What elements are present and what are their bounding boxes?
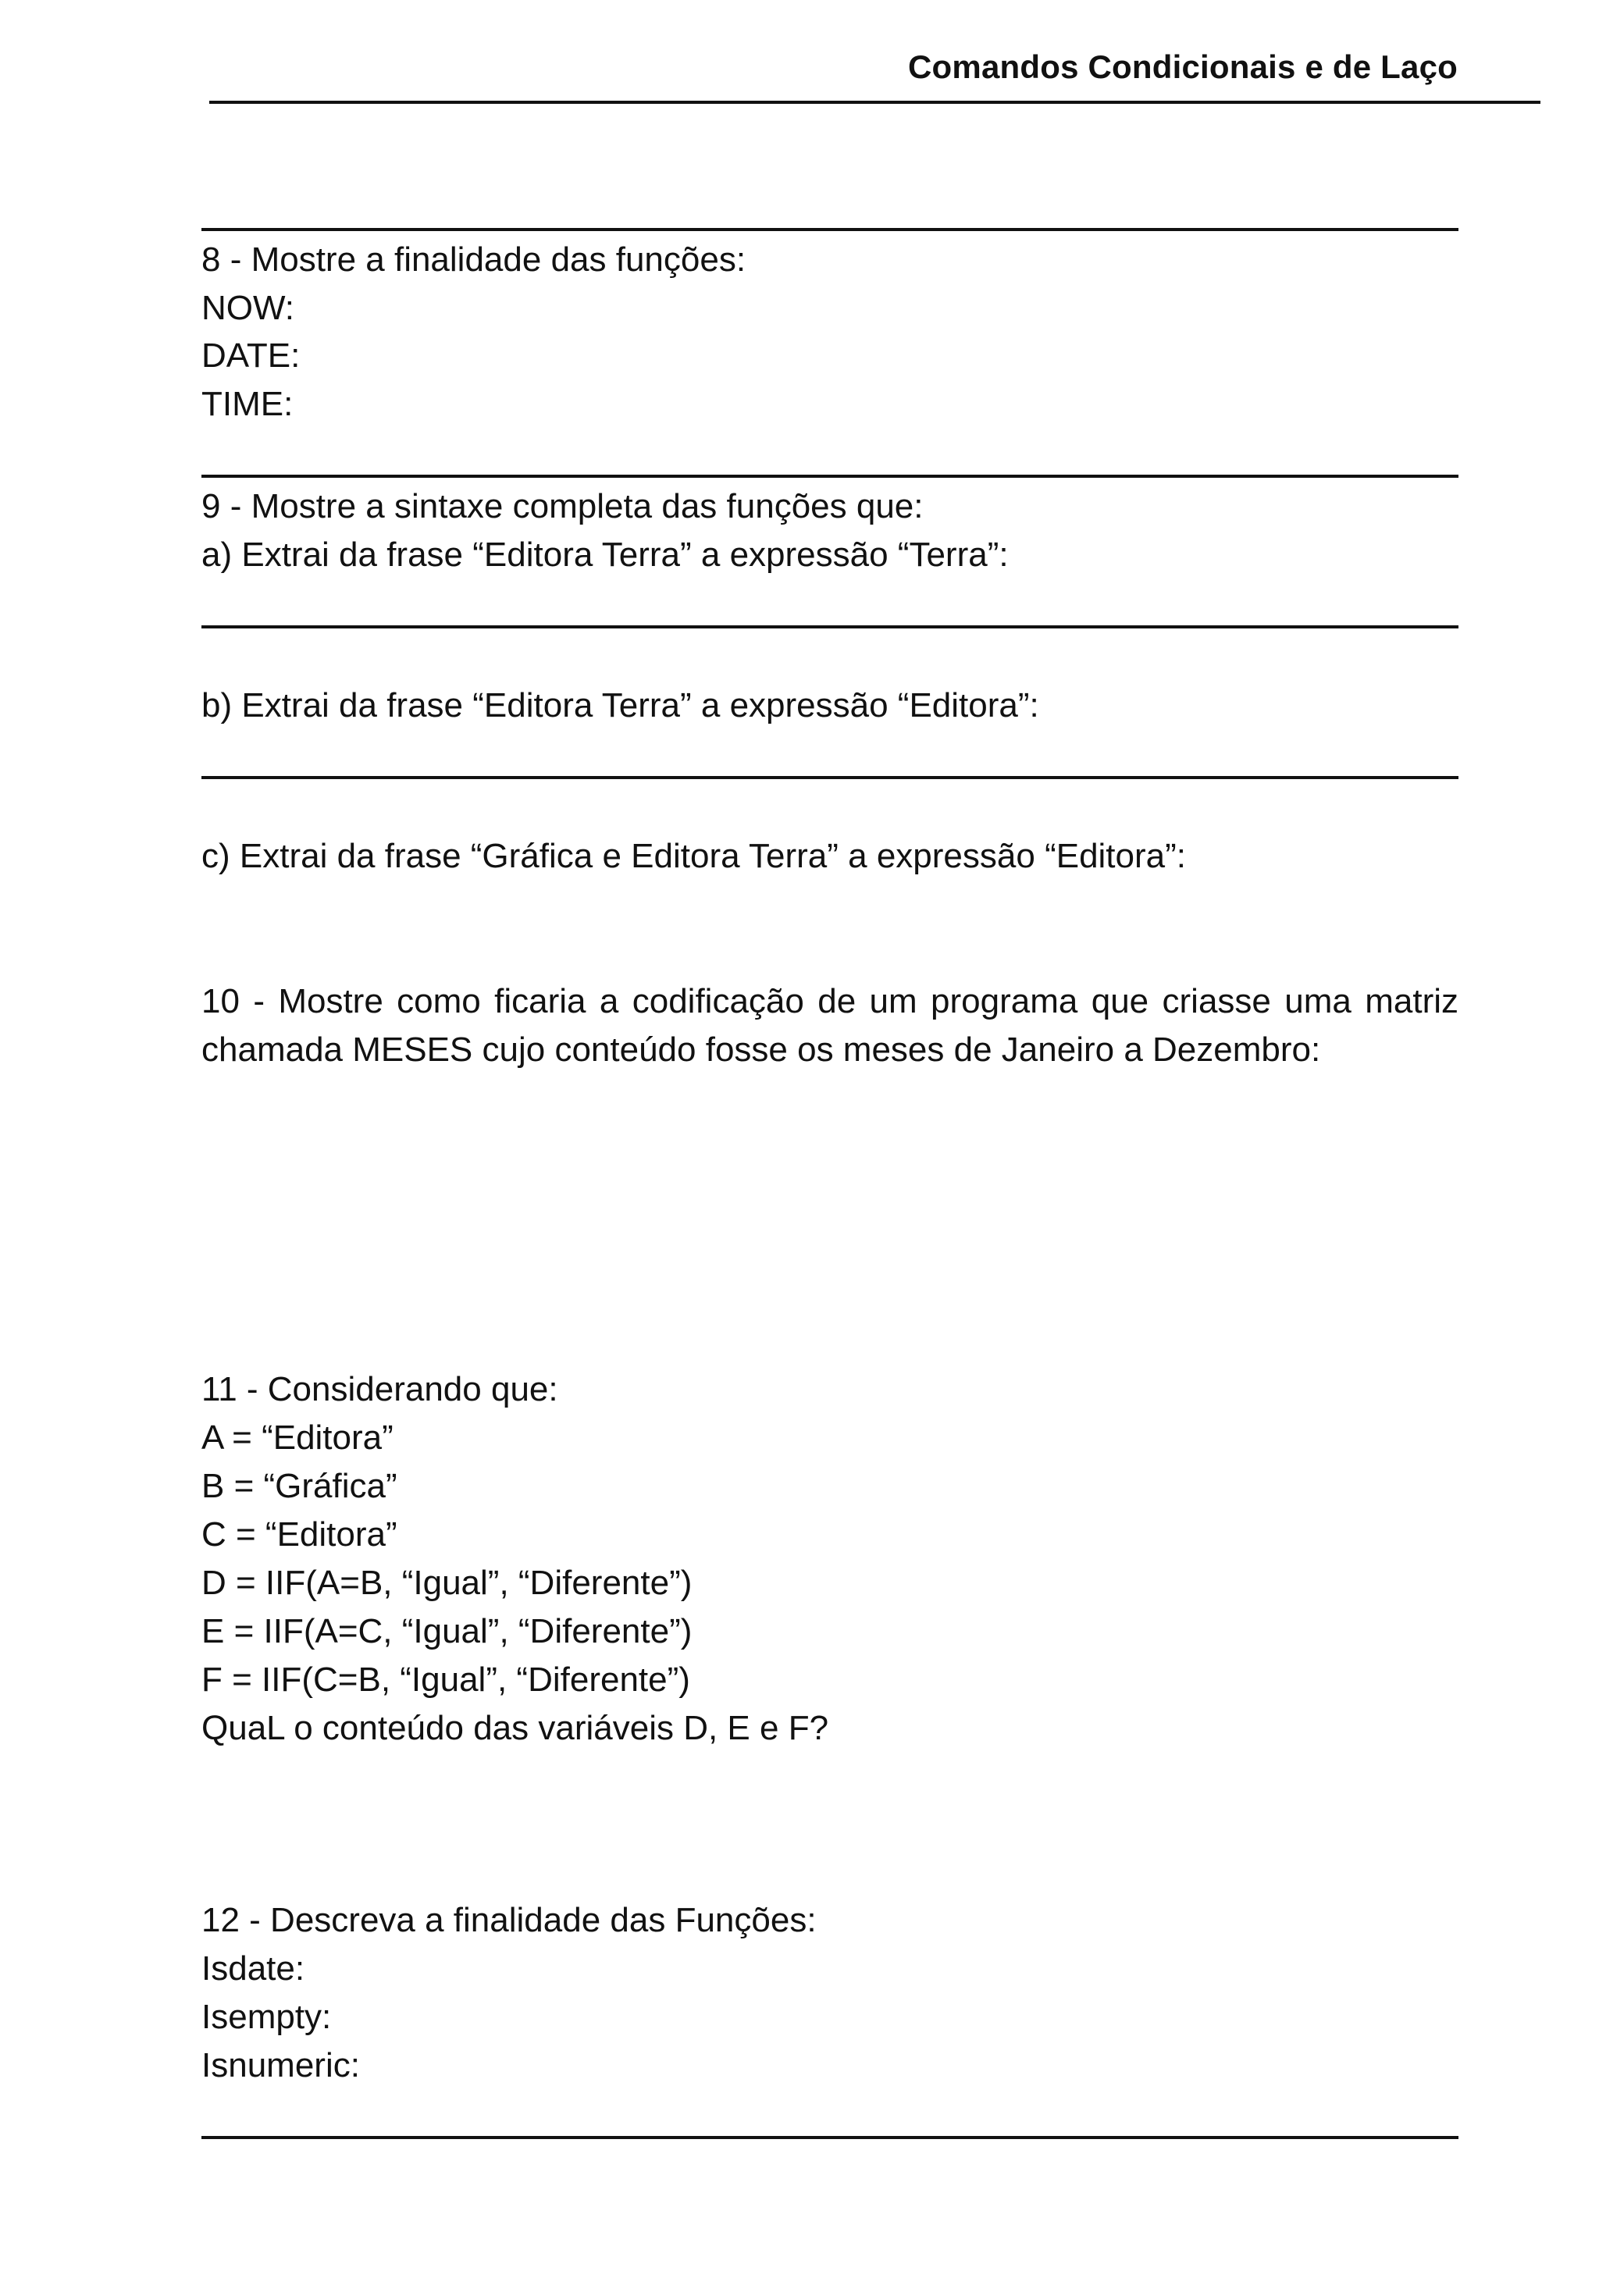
question-9-item-c: c) Extrai da frase “Gráfica e Editora Terra” a expressão “Editora”: bbox=[201, 837, 1187, 875]
answer-line bbox=[201, 625, 1458, 628]
question-8-item-time: TIME: bbox=[201, 385, 294, 423]
section-divider bbox=[201, 475, 1458, 478]
question-10-text: 10 - Mostre como ficaria a codificação de um programa que criasse uma matriz chamada MESES cujo conteúdo fosse os meses de Janeiro a Dezembro: bbox=[201, 982, 1458, 1069]
header-rule bbox=[209, 101, 1540, 104]
section-divider bbox=[201, 2136, 1458, 2139]
question-12-title: 12 - Descreva a finalidade das Funções: bbox=[201, 1901, 817, 1939]
page-header-title: Comandos Condicionais e de Laço bbox=[908, 48, 1458, 85]
question-11-line: A = “Editora” bbox=[201, 1419, 394, 1457]
question-9-title: 9 - Mostre a sintaxe completa das funções que: bbox=[201, 487, 924, 525]
question-11-line: E = IIF(A=C, “Igual”, “Diferente”) bbox=[201, 1612, 693, 1650]
question-11-question: QuaL o conteúdo das variáveis D, E e F? bbox=[201, 1709, 829, 1747]
answer-line bbox=[201, 776, 1458, 779]
question-9-item-a: a) Extrai da frase “Editora Terra” a expressão “Terra”: bbox=[201, 536, 1009, 574]
question-8-item-now: NOW: bbox=[201, 289, 294, 327]
question-12-item-isnumeric: Isnumeric: bbox=[201, 2046, 360, 2084]
question-12-item-isdate: Isdate: bbox=[201, 1949, 305, 1988]
question-11-line: F = IIF(C=B, “Igual”, “Diferente”) bbox=[201, 1661, 690, 1699]
section-divider bbox=[201, 228, 1458, 231]
question-8-title: 8 - Mostre a finalidade das funções: bbox=[201, 240, 746, 279]
question-11-title: 11 - Considerando que: bbox=[201, 1370, 558, 1408]
question-11-line: C = “Editora” bbox=[201, 1515, 397, 1554]
question-11-line: D = IIF(A=B, “Igual”, “Diferente”) bbox=[201, 1564, 693, 1602]
question-12-item-isempty: Isempty: bbox=[201, 1998, 332, 2036]
question-9-item-b: b) Extrai da frase “Editora Terra” a expressão “Editora”: bbox=[201, 686, 1039, 724]
question-11-line: B = “Gráfica” bbox=[201, 1467, 397, 1505]
question-8-item-date: DATE: bbox=[201, 336, 301, 375]
